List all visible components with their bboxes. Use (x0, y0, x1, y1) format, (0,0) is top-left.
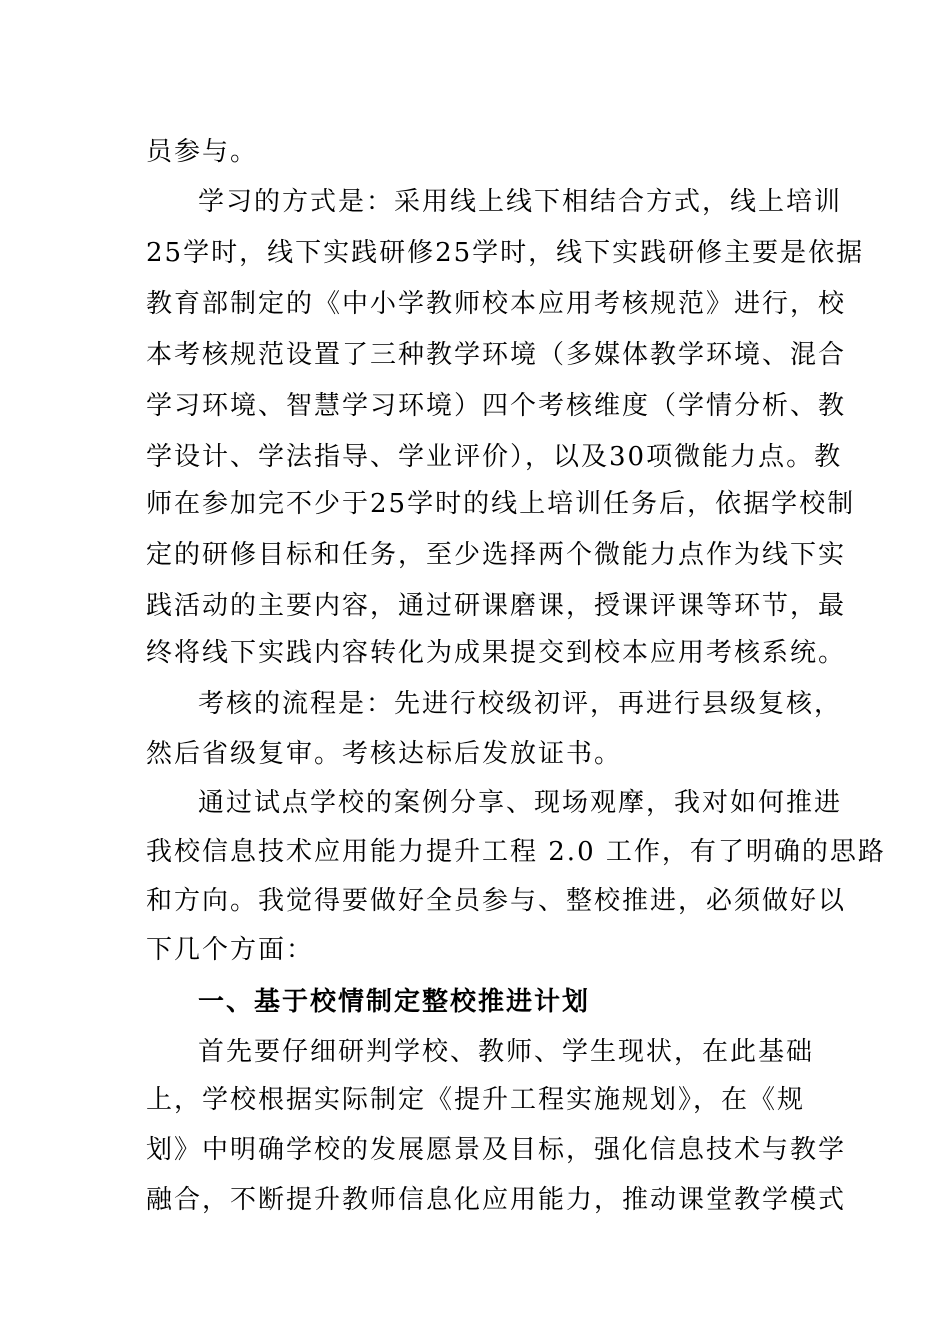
paragraph-line-16: 和方向。我觉得要做好全员参与、整校推进，必须做好以 (146, 886, 847, 916)
paragraph-line-8: 师在参加完不少于25学时的线上培训任务后，依据学校制 (146, 489, 856, 519)
paragraph-line-22: 融合，不断提升教师信息化应用能力，推动课堂教学模式 (146, 1185, 847, 1215)
paragraph-line-7: 学设计、学法指导、学业评价），以及30项微能力点。教 (146, 442, 843, 472)
paragraph-line-4: 教育部制定的《中小学教师校本应用考核规范》进行，校 (146, 289, 847, 319)
paragraph-line-10: 践活动的主要内容，通过研课磨课，授课评课等环节，最 (146, 591, 847, 621)
paragraph-line-17: 下几个方面： (146, 935, 315, 965)
text-line-1: 员参与。 (146, 137, 259, 167)
paragraph-line-5: 本考核规范设置了三种教学环境（多媒体教学环境、混合 (146, 340, 847, 370)
paragraph-line-3: 25学时，线下实践研修25学时，线下实践研修主要是依据 (146, 238, 865, 268)
paragraph-line-19: 首先要仔细研判学校、教师、学生现状，在此基础 (198, 1037, 815, 1067)
paragraph-line-12: 考核的流程是：先进行校级初评，再进行县级复核， (198, 689, 843, 719)
paragraph-line-21: 划》中明确学校的发展愿景及目标，强化信息技术与教学 (146, 1135, 847, 1165)
paragraph-line-6: 学习环境、智慧学习环境）四个考核维度（学情分析、教 (146, 391, 847, 421)
section-heading: 一、基于校情制定整校推进计划 (198, 987, 591, 1017)
paragraph-line-11: 终将线下实践内容转化为成果提交到校本应用考核系统。 (146, 638, 847, 668)
paragraph-line-13: 然后省级复审。考核达标后发放证书。 (146, 739, 623, 769)
paragraph-line-20: 上，学校根据实际制定《提升工程实施规划》，在《规 (146, 1085, 806, 1115)
paragraph-line-15: 我校信息技术应用能力提升工程 2.0 工作，有了明确的思路 (146, 837, 886, 867)
paragraph-line-2: 学习的方式是：采用线上线下相结合方式，线上培训 (198, 187, 843, 217)
paragraph-line-14: 通过试点学校的案例分享、现场观摩，我对如何推进 (198, 788, 843, 818)
paragraph-line-9: 定的研修目标和任务，至少选择两个微能力点作为线下实 (146, 540, 847, 570)
